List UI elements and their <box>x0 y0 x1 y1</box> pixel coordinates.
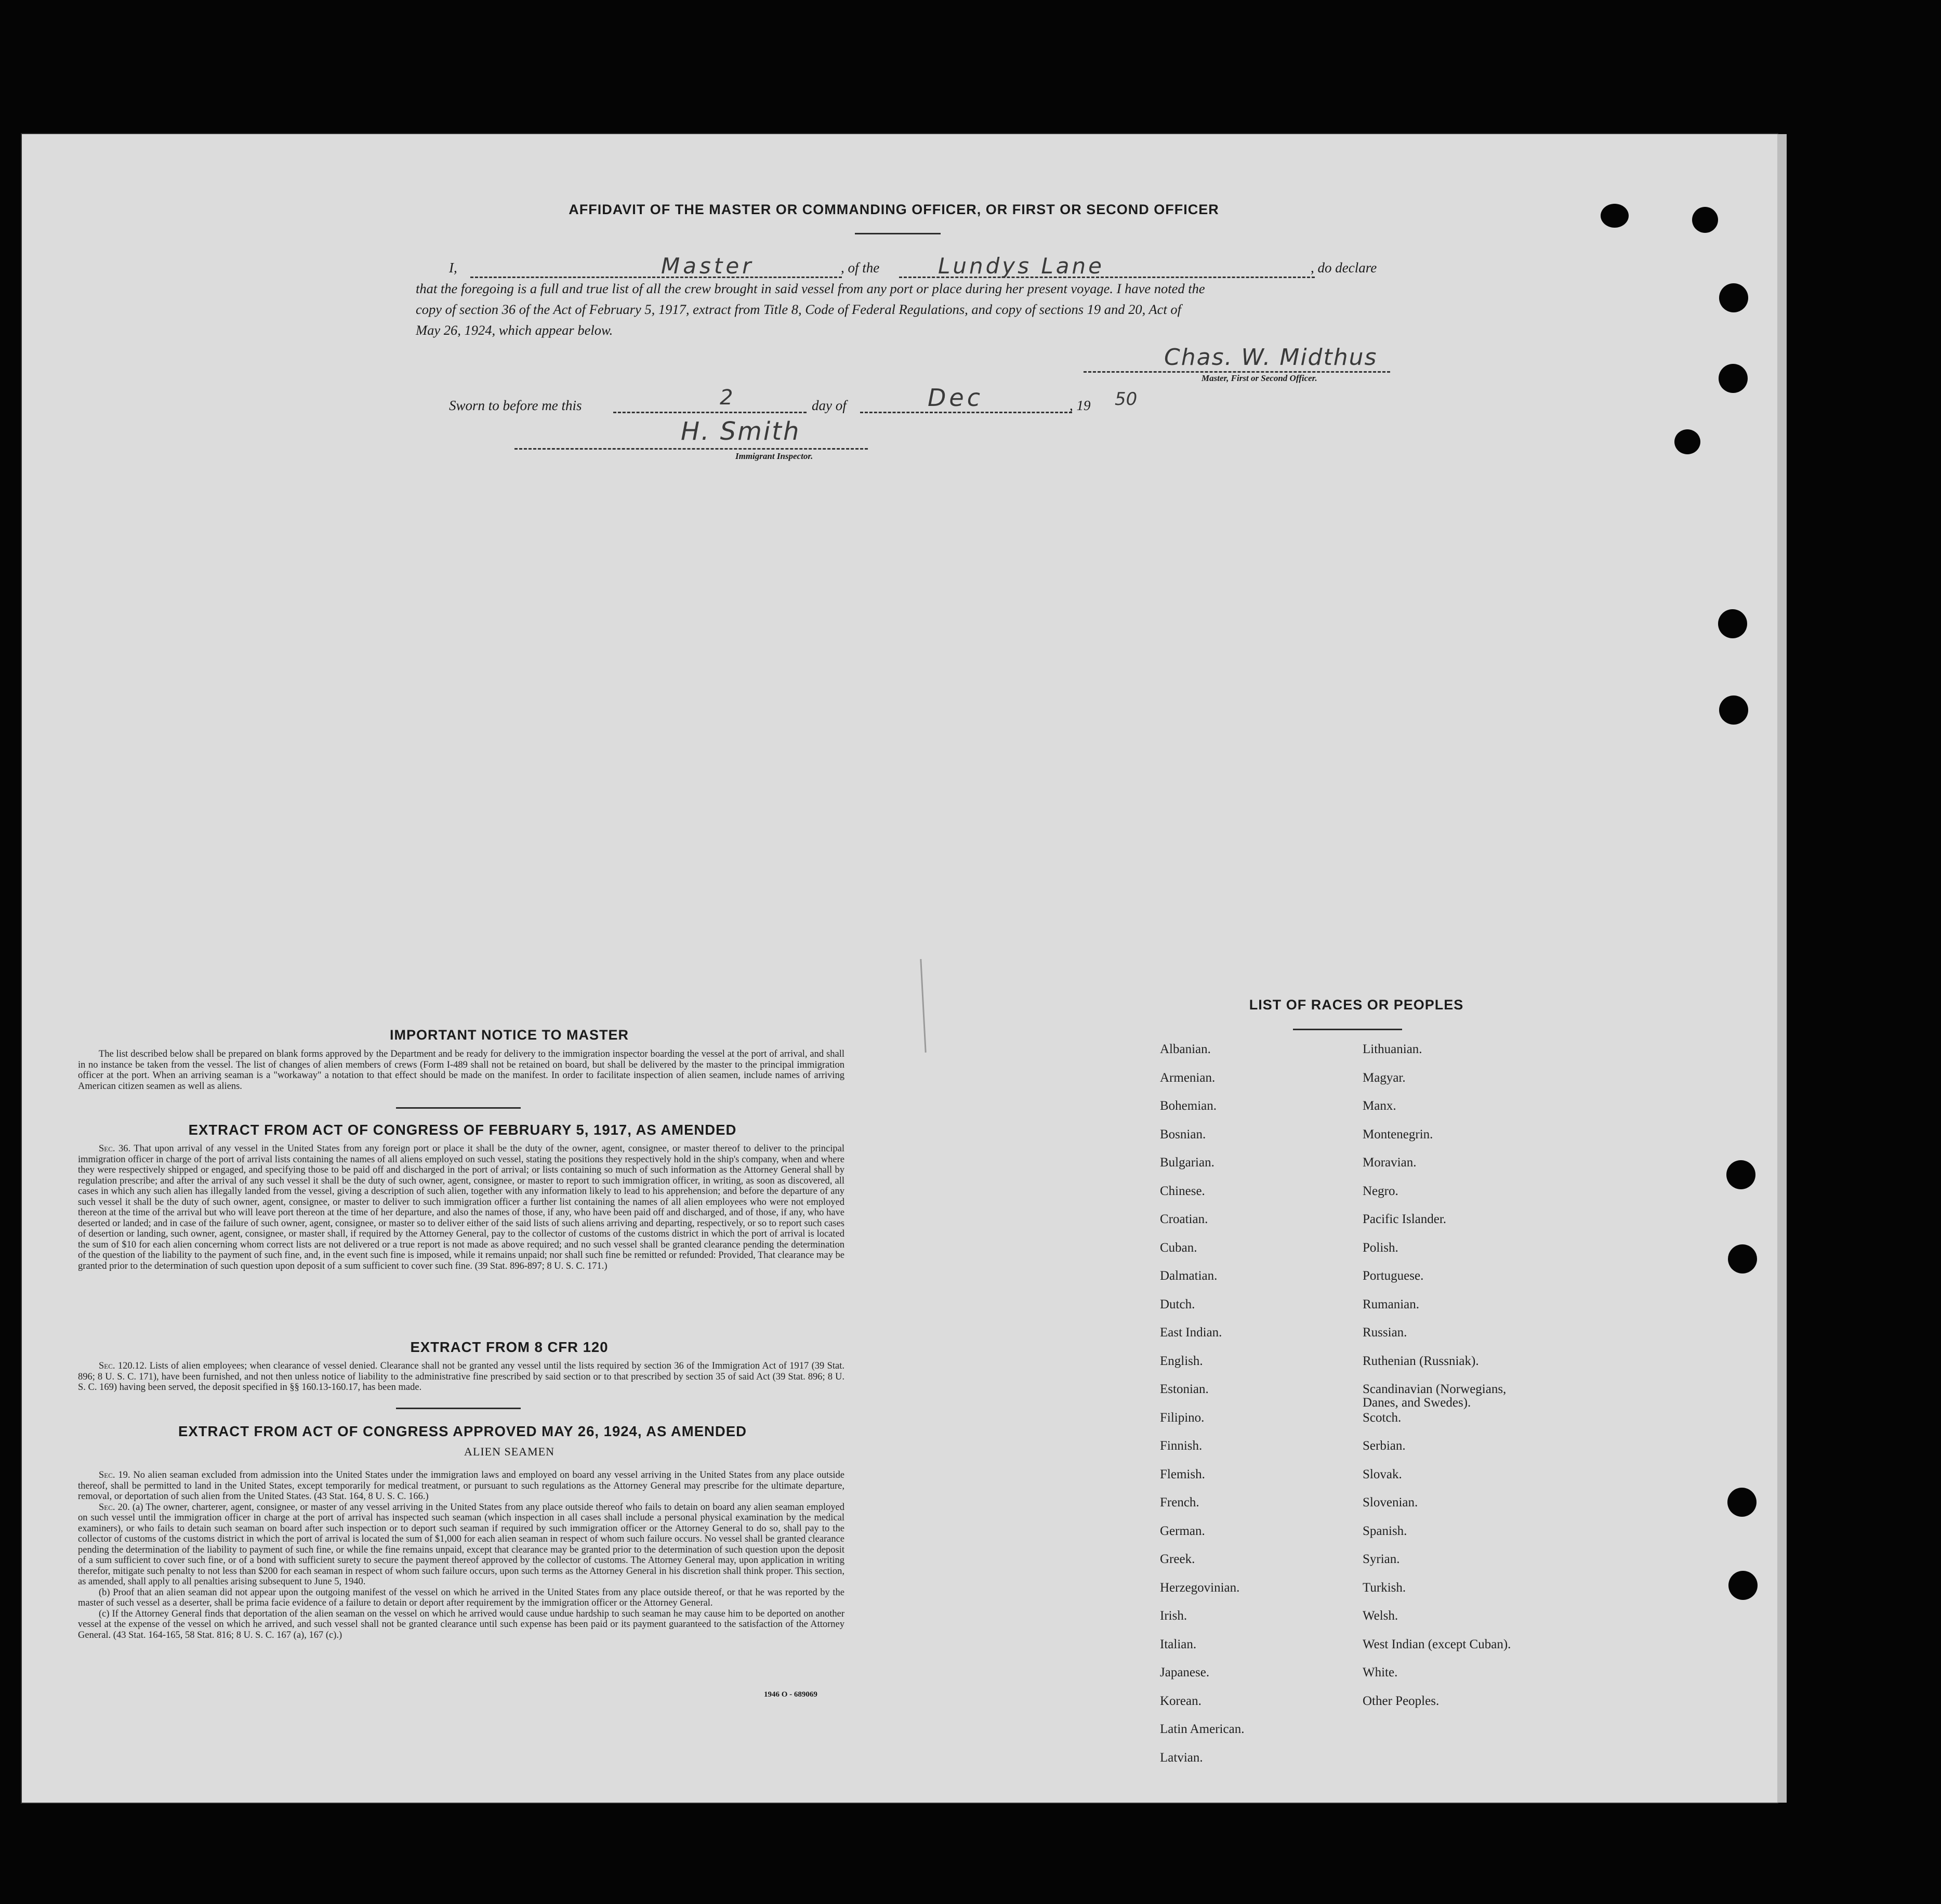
race-item: Scotch. <box>1363 1410 1402 1425</box>
print-code: 1946 O - 689069 <box>764 1690 817 1699</box>
extract-1924-title: EXTRACT FROM ACT OF CONGRESS APPROVED MAY 26, 1924, AS AMENDED <box>178 1423 747 1439</box>
of-the-label: , of the <box>841 260 880 275</box>
race-item: Magyar. <box>1363 1070 1406 1085</box>
race-item: Irish. <box>1160 1609 1187 1623</box>
race-item: Chinese. <box>1160 1184 1205 1198</box>
day-blank <box>613 396 807 413</box>
race-item: Pacific Islander. <box>1363 1212 1447 1226</box>
race-item: Danes, and Swedes). <box>1363 1396 1471 1410</box>
race-item: Turkish. <box>1363 1580 1406 1595</box>
race-item: Japanese. <box>1160 1665 1210 1679</box>
master-signature: Chas. W. Midthus <box>1164 344 1378 371</box>
notice-body <box>78 1049 844 1092</box>
month-handwritten: Dec <box>928 384 984 412</box>
inspector-caption: Immigrant Inspector. <box>735 451 813 461</box>
punch-hole <box>1674 429 1700 454</box>
race-item: Italian. <box>1160 1637 1197 1651</box>
races-divider <box>1293 1029 1402 1030</box>
races-title: LIST OF RACES OR PEOPLES <box>1249 997 1464 1013</box>
year-prefix: , 19 <box>1069 398 1091 413</box>
sec-19-label: Sec. 19. <box>99 1470 130 1480</box>
notice-title: IMPORTANT NOTICE TO MASTER <box>390 1027 629 1043</box>
position-handwritten: Master <box>661 253 755 279</box>
race-item: Slovenian. <box>1363 1495 1418 1509</box>
race-item: Korean. <box>1160 1693 1201 1708</box>
race-item: White. <box>1363 1665 1398 1679</box>
extract-cfr-body <box>78 1361 844 1393</box>
race-item: Herzegovinian. <box>1160 1580 1240 1595</box>
race-item: Dutch. <box>1160 1297 1195 1311</box>
race-item: Manx. <box>1363 1099 1396 1113</box>
extract-1917-title: EXTRACT FROM ACT OF CONGRESS OF FEBRUARY 5, 1917, AS AMENDED <box>188 1122 737 1138</box>
race-item: Armenian. <box>1160 1070 1216 1085</box>
affidavit-title: AFFIDAVIT OF THE MASTER OR COMMANDING OFFICER, OR FIRST OR SECOND OFFICER <box>569 202 1219 217</box>
race-item: Polish. <box>1363 1240 1398 1255</box>
race-item: Scandinavian (Norwegians, <box>1363 1382 1507 1396</box>
race-item: Filipino. <box>1160 1410 1205 1425</box>
punch-hole <box>1718 609 1747 638</box>
race-item: Latin American. <box>1160 1722 1245 1736</box>
year-handwritten: 50 <box>1115 389 1138 410</box>
cfr-divider <box>396 1408 521 1409</box>
race-item: French. <box>1160 1495 1199 1509</box>
punch-hole <box>1727 1488 1757 1517</box>
day-of-label: day of <box>812 398 847 413</box>
extract-cfr-title: EXTRACT FROM 8 CFR 120 <box>410 1339 609 1355</box>
race-item: Slovak. <box>1363 1467 1402 1481</box>
race-item: Welsh. <box>1363 1609 1398 1623</box>
day-handwritten: 2 <box>720 386 733 410</box>
punch-hole <box>1719 364 1748 393</box>
vessel-handwritten: Lundys Lane <box>938 253 1104 279</box>
race-item: Syrian. <box>1363 1552 1400 1566</box>
position-blank <box>470 260 842 278</box>
title-underline <box>855 233 941 234</box>
race-item: Flemish. <box>1160 1467 1205 1481</box>
race-item: Cuban. <box>1160 1240 1197 1255</box>
affidavit-body-line1: that the foregoing is a full and true list of all the crew brought in said vessel from any port or place during her present voyage. I have noted the <box>416 281 1205 296</box>
declare-label: , do declare <box>1311 260 1377 275</box>
race-item: Finnish. <box>1160 1439 1203 1453</box>
punch-hole <box>1728 1571 1758 1600</box>
race-item: Ruthenian (Russniak). <box>1363 1354 1479 1368</box>
inspector-signature: H. Smith <box>681 417 801 446</box>
sec-120-text: Lists of alien employees; when clearance of vessel denied. Clearance shall not be granted any vessel until the lists required by section 36 of the Immigration Act of 1917 (39 Stat. 896; 8 U. S. C. 171), have been furnished, and not then unless notice of liability to the administrative fine prescribed by said section or to that prescribed by section 35 of said Act (39 Stat. 896; 8 U. S. C. 169) having been served, the deposit specified in §§ 160.13-160.17, has been made. <box>78 1361 844 1393</box>
race-item: English. <box>1160 1354 1203 1368</box>
race-item: Montenegrin. <box>1363 1127 1433 1141</box>
race-item: Rumanian. <box>1363 1297 1420 1311</box>
punch-hole <box>1728 1244 1757 1273</box>
punch-hole <box>1692 207 1718 233</box>
race-item: Bosnian. <box>1160 1127 1206 1141</box>
sec-20b-text: (b) Proof that an alien seaman did not appear upon the outgoing manifest of the vessel on which he arrived in the United States from any place outside thereof, or that he was reported by the master of such vessel as a deserter, shall be prima facie evidence of a failure to detain or deport after requirement by the immigration officer or the Attorney General. <box>78 1587 844 1608</box>
notice-divider <box>396 1107 521 1109</box>
sec-20-label: Sec. 20. <box>99 1502 130 1513</box>
punch-hole <box>1719 283 1748 312</box>
race-item: Portuguese. <box>1363 1269 1424 1283</box>
race-item: Bohemian. <box>1160 1099 1217 1113</box>
race-item: West Indian (except Cuban). <box>1363 1637 1511 1651</box>
notice-text: The list described below shall be prepared on blank forms approved by the Department and be ready for delivery to the immigration inspector boarding the vessel at the port of arrival, and shall in no instance be taken from the vessel. The list of changes of alien members of crews (Form I-489 shall not be retained on board, but shall be delivered by the master to the principal immigration officer at the port. When an arriving seaman is a "workaway" a notation to that effect should be made on the manifest. In order to facilitate inspection of alien seamen, include names of arriving American citizen seamen as well as aliens. <box>78 1049 844 1092</box>
sworn-label: Sworn to before me this <box>449 398 582 413</box>
race-item: East Indian. <box>1160 1325 1222 1340</box>
race-item: Serbian. <box>1363 1439 1406 1453</box>
race-item: Russian. <box>1363 1325 1407 1340</box>
race-item: Dalmatian. <box>1160 1269 1218 1283</box>
sec-19-text: No alien seaman excluded from admission into the United States under the immigration laws and employed on board any vessel arriving in the United States from any place outside thereof, shall be permitted to land in the United States, except temporarily for medical treatment, or pursuant to such regulations as the Attorney General may prescribe for the ultimate departure, removal, or deportation of such alien from the United States. (43 Stat. 164, 8 U. S. C. 166.) <box>78 1470 845 1502</box>
race-item: Estonian. <box>1160 1382 1209 1396</box>
affidavit-body-line3: May 26, 1924, which appear below. <box>416 322 613 338</box>
sec-20a-text: (a) The owner, charterer, agent, consignee, or master of any vessel arriving in the United States from any place outside thereof who fails to detain on board any alien seaman employed on such vessel until the immigration officer in charge at the port of arrival has inspected such seaman (which inspection in all cases shall include a personal physical examination by the medical examiners), or who fails to detain such seaman on board after such inspection or to deport such seaman if required by such immigration officer or the Attorney General to do so, shall pay to the collector of customs of the customs district in which the port of arrival is located the sum of $1,000 for each alien seaman in respect of whom such failure occurs. No vessel shall be granted clearance pending the determination of the liability to payment of such fine, or while the fine remains unpaid, except that clearance may be granted prior to the determination of such question upon the deposit of a sum sufficient to cover such fine, or of a bond with sufficient surety to secure the payment thereof approved by the collector of customs. The Attorney General may, upon application in writing therefor, mitigate such penalty to not less than $200 for each seaman in respect of whom such failure occurs, upon such terms as the Attorney General in his discretion shall think proper. This section, as amended, shall apply to all penalties arising subsequent to June 5, 1940. <box>78 1502 845 1587</box>
race-item: Negro. <box>1363 1184 1398 1198</box>
alien-seamen-subtitle: ALIEN SEAMEN <box>464 1445 554 1458</box>
sec-120-label: Sec. 120.12. <box>99 1361 147 1371</box>
race-item: Greek. <box>1160 1552 1195 1566</box>
sec-36-text: That upon arrival of any vessel in the United States from any foreign port or place it shall be the duty of the owner, agent, consignee, or master thereof to deliver to the principal immigration officer in charge of the port of arrival lists containing the names of all aliens employed on such vessel, stating the positions they respectively hold in the ship's company, when and where they were respectively shipped or engaged, and specifying those to be paid off and discharged in the port of arrival; or lists containing so much of such information as the Attorney General shall by regulation prescribe; and after the arrival of any such vessel it shall be the duty of such owner, agent, consignee, or master to report to such immigration officer, in writing, as soon as discovered, all cases in which any such alien has illegally landed from the vessel, giving a description of such alien, together with any information likely to lead to his apprehension; and before the departure of any such vessel it shall be the duty of such owner, agent, consignee, or master to deliver to such immigration officer a further list containing the names of all alien employees who were not employed thereon at the time of the arrival but who will leave port thereon at the time of her departure, and also the names of those, if any, who have been paid off and discharged, and of those, if any, who have deserted or landed; and in case of the failure of such owner, agent, consignee, or master so to deliver either of the said lists of such aliens arriving and departing, respectively, or so to report such cases of desertion or landing, such owner, agent, consignee, or master shall, if required by the Attorney General, pay to the collector of customs of the customs district in which the port of arrival is located the sum of $10 for each alien concerning whom correct lists are not delivered or a true report is not made as above required; and no such vessel shall be granted clearance pending the determination of the question of the liability to the payment of such fine, and, in the event such fine is imposed, while it remains unpaid; nor shall such fine be remitted or refunded: Provided, That clearance may be granted prior to the determination of such question upon deposit of a sum sufficient to cover such fine. (39 Stat. 896-897; 8 U. S. C. 171.) <box>78 1144 845 1271</box>
signature-caption: Master, First or Second Officer. <box>1201 373 1317 383</box>
punch-hole <box>1726 1160 1755 1189</box>
extract-1924-body <box>78 1470 844 1640</box>
race-item: Spanish. <box>1363 1524 1407 1538</box>
sec-36-label: Sec. 36. <box>99 1144 131 1154</box>
race-item: German. <box>1160 1524 1205 1538</box>
sec-20c-text: (c) If the Attorney General finds that deportation of the alien seaman on the vessel on which he arrived would cause undue hardship to such seaman he may cause him to be deported on another vessel at the expense of the vessel on which he arrived, and such vessel shall not be granted clearance until such expense has been paid or its payment guaranteed to the satisfaction of the Attorney General. (43 Stat. 164-165, 58 Stat. 816; 8 U. S. C. 167 (a), 167 (c).) <box>78 1608 844 1640</box>
race-item: Other Peoples. <box>1363 1693 1440 1708</box>
race-item: Croatian. <box>1160 1212 1208 1226</box>
sheet-edge <box>1777 134 1787 1803</box>
race-item: Albanian. <box>1160 1042 1211 1056</box>
race-item: Lithuanian. <box>1363 1042 1422 1056</box>
punch-hole <box>1719 695 1748 725</box>
extract-1917-body <box>78 1144 844 1271</box>
race-item: Latvian. <box>1160 1750 1203 1765</box>
affidavit-i-label: I, <box>449 260 457 275</box>
race-item: Bulgarian. <box>1160 1155 1214 1170</box>
race-item: Moravian. <box>1363 1155 1417 1170</box>
affidavit-body-line2: copy of section 36 of the Act of February 5, 1917, extract from Title 8, Code of Federal Regulations, and copy of sections 19 and 20, Act of <box>416 301 1181 317</box>
punch-hole <box>1601 204 1629 228</box>
